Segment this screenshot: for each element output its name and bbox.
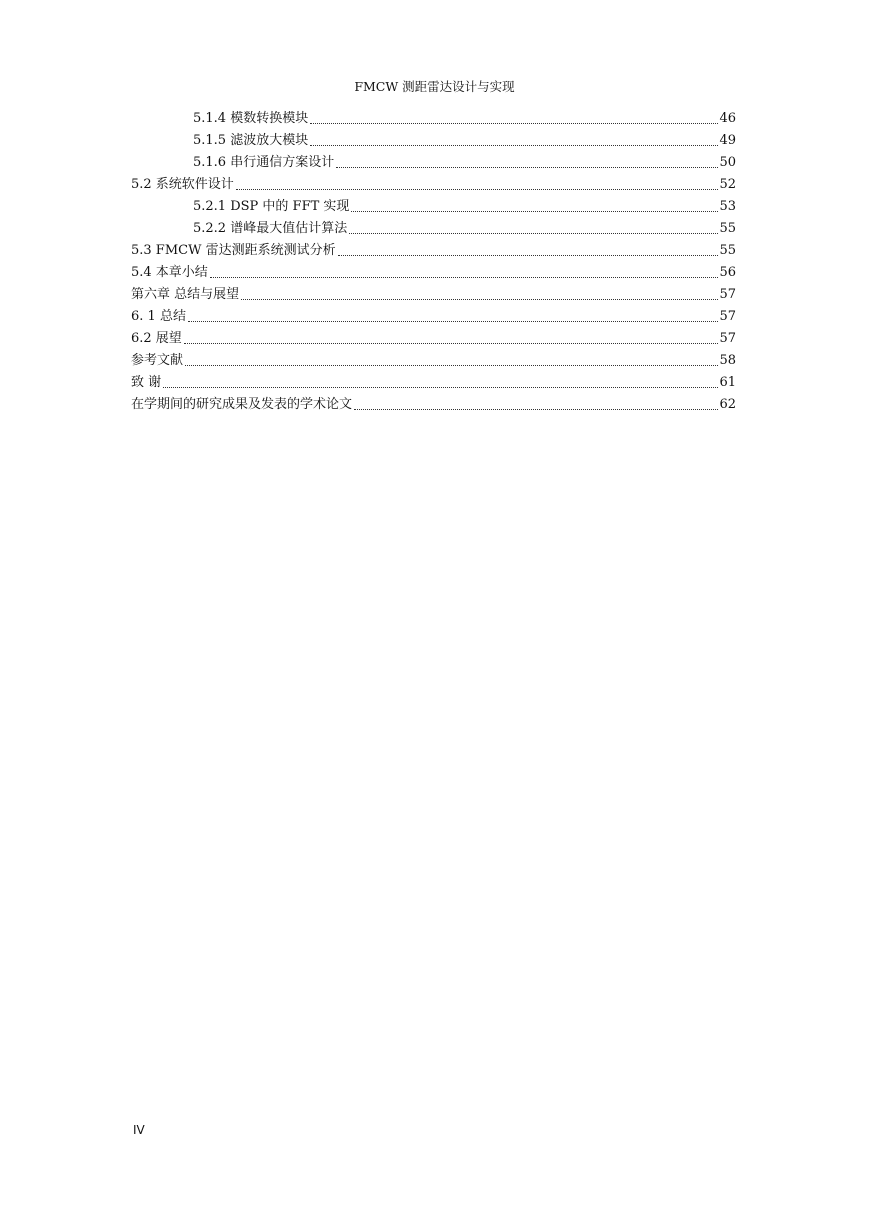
toc-entry-title: 5.1.6 串行通信方案设计: [193, 155, 335, 170]
page-header-title: FMCW 测距雷达设计与实现: [354, 79, 515, 94]
toc-entry-page: 55: [719, 243, 736, 258]
toc-entry-title: 6.2 展望: [131, 331, 182, 346]
toc-entry[interactable]: [193, 106, 736, 128]
toc-entry-title: 5.1.5 滤波放大模块: [193, 133, 309, 148]
toc-entry-page: 56: [719, 265, 736, 280]
toc-entry[interactable]: [131, 260, 736, 282]
toc-entry[interactable]: [131, 348, 736, 370]
toc-entry-page: 53: [719, 199, 736, 214]
toc-entry-title: 5.2.2 谱峰最大值估计算法: [193, 221, 348, 236]
toc-dot-leader: [241, 299, 718, 300]
toc-dot-leader: [338, 255, 719, 256]
toc-entry[interactable]: [131, 238, 736, 260]
toc-entry[interactable]: [131, 326, 736, 348]
toc-entry-title: 在学期间的研究成果及发表的学术论文: [131, 397, 353, 412]
toc-entry-page: 49: [719, 133, 736, 148]
toc-entry-title: 参考文献: [131, 353, 184, 368]
toc-entry[interactable]: [131, 370, 736, 392]
toc-dot-leader: [188, 321, 719, 322]
toc-entry-page: 50: [719, 155, 736, 170]
toc-entry-title: 第六章 总结与展望: [131, 287, 240, 302]
toc-dot-leader: [351, 211, 718, 212]
toc-entry-page: 58: [719, 353, 736, 368]
toc-entry-title: 致 谢: [131, 375, 162, 390]
toc-dot-leader: [236, 189, 719, 190]
page-number: IV: [133, 1123, 145, 1137]
toc-entry-page: 46: [719, 111, 736, 126]
toc-dot-leader: [185, 365, 718, 366]
toc-entry[interactable]: [131, 282, 736, 304]
toc-entry[interactable]: [193, 128, 736, 150]
toc-entry-page: 55: [719, 221, 736, 236]
toc-entry[interactable]: [193, 216, 736, 238]
toc-entry-page: 52: [719, 177, 736, 192]
toc-dot-leader: [336, 167, 718, 168]
toc-entry-title: 5.3 FMCW 雷达测距系统测试分析: [131, 243, 336, 258]
toc-entry-title: 5.2 系统软件设计: [131, 177, 234, 192]
toc-entry-title: 5.1.4 模数转换模块: [193, 111, 309, 126]
toc-entry-page: 62: [719, 397, 736, 412]
toc-dot-leader: [354, 409, 718, 410]
toc-dot-leader: [310, 145, 718, 146]
toc-entry[interactable]: [193, 150, 736, 172]
toc-entry-page: 57: [719, 331, 736, 346]
toc-entry-title: 5.2.1 DSP 中的 FFT 实现: [193, 199, 350, 214]
toc-entry[interactable]: [131, 304, 736, 326]
toc-dot-leader: [163, 387, 718, 388]
toc-entry[interactable]: [193, 194, 736, 216]
toc-dot-leader: [310, 123, 718, 124]
toc-entry-page: 57: [719, 309, 736, 324]
toc-dot-leader: [184, 343, 719, 344]
toc-dot-leader: [210, 277, 719, 278]
toc-dot-leader: [349, 233, 718, 234]
toc-entry[interactable]: [131, 392, 736, 414]
toc-entry-page: 57: [719, 287, 736, 302]
toc-entry[interactable]: [131, 172, 736, 194]
toc-entry-title: 6. 1 总结: [131, 309, 186, 324]
toc-entry-page: 61: [719, 375, 736, 390]
toc-entry-title: 5.4 本章小结: [131, 265, 208, 280]
